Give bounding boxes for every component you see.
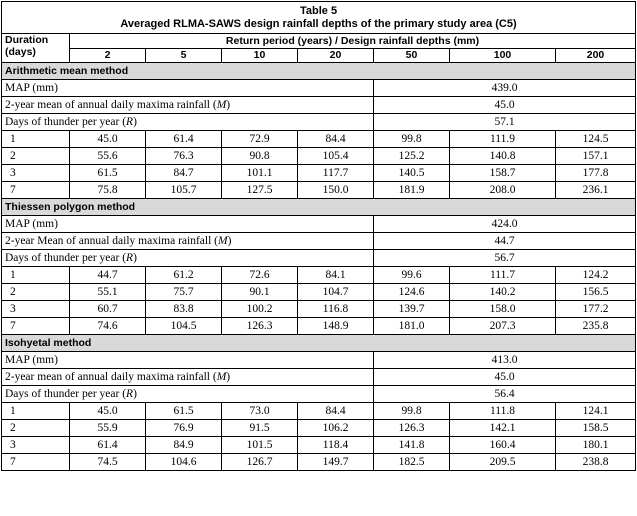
thunder-days-row — [2, 250, 636, 267]
depth-cell: 55.6 — [70, 148, 146, 165]
depth-cell: 75.8 — [70, 182, 146, 199]
depth-cell: 101.1 — [222, 165, 298, 182]
duration-header-line1: Duration — [5, 34, 49, 46]
depth-cell: 45.0 — [70, 403, 146, 420]
map-label: MAP (mm) — [2, 216, 374, 233]
return-period-header: Return period (years) / Design rainfall depths (mm) — [70, 34, 636, 49]
depth-cell: 84.1 — [298, 267, 374, 284]
table-container — [1, 1, 635, 512]
depth-cell: 126.3 — [374, 420, 450, 437]
depth-cell: 181.0 — [374, 318, 450, 335]
header-row-2 — [2, 48, 636, 63]
duration-cell: 1 — [2, 131, 70, 148]
depth-cell: 55.1 — [70, 284, 146, 301]
depth-cell: 61.4 — [70, 437, 146, 454]
duration-cell: 3 — [2, 165, 70, 182]
depth-cell: 116.8 — [298, 301, 374, 318]
depth-cell: 238.8 — [556, 454, 636, 471]
depth-cell: 76.9 — [146, 420, 222, 437]
return-period-20: 20 — [298, 48, 374, 63]
depth-cell: 99.6 — [374, 267, 450, 284]
depth-cell: 148.9 — [298, 318, 374, 335]
section-title: Arithmetic mean method — [2, 63, 636, 80]
table-row — [2, 267, 636, 284]
depth-cell: 182.5 — [374, 454, 450, 471]
table-row — [2, 437, 636, 454]
depth-cell: 61.5 — [70, 165, 146, 182]
label-suffix: ) — [227, 235, 232, 247]
table-row — [2, 318, 636, 335]
duration-cell: 2 — [2, 284, 70, 301]
depth-cell: 105.4 — [298, 148, 374, 165]
depth-cell: 118.4 — [298, 437, 374, 454]
depth-cell: 84.4 — [298, 403, 374, 420]
section-row — [2, 335, 636, 352]
depth-cell: 72.9 — [222, 131, 298, 148]
duration-cell: 2 — [2, 420, 70, 437]
return-period-100: 100 — [450, 48, 556, 63]
depth-cell: 90.8 — [222, 148, 298, 165]
depth-cell: 150.0 — [298, 182, 374, 199]
table-row — [2, 165, 636, 182]
label-suffix: ) — [133, 116, 137, 128]
table-row — [2, 182, 636, 199]
caption-row — [2, 2, 636, 34]
table-row — [2, 420, 636, 437]
depth-cell: 61.2 — [146, 267, 222, 284]
section-row — [2, 63, 636, 80]
depth-cell: 180.1 — [556, 437, 636, 454]
mean-annual-maxima-label — [2, 97, 374, 114]
symbol-m: M — [216, 99, 227, 111]
depth-cell: 104.6 — [146, 454, 222, 471]
duration-cell: 1 — [2, 267, 70, 284]
depth-cell: 177.8 — [556, 165, 636, 182]
duration-cell: 3 — [2, 437, 70, 454]
table-caption — [2, 2, 636, 34]
section-title: Thiessen polygon method — [2, 199, 636, 216]
depth-cell: 73.0 — [222, 403, 298, 420]
depth-cell: 90.1 — [222, 284, 298, 301]
mean-annual-maxima-label — [2, 369, 374, 386]
depth-cell: 44.7 — [70, 267, 146, 284]
depth-cell: 124.2 — [556, 267, 636, 284]
depth-cell: 61.4 — [146, 131, 222, 148]
header-row-1 — [2, 34, 636, 49]
thunder-days-value: 57.1 — [374, 114, 636, 131]
depth-cell: 124.6 — [374, 284, 450, 301]
label-suffix: ) — [226, 371, 231, 383]
depth-cell: 235.8 — [556, 318, 636, 335]
depth-cell: 140.5 — [374, 165, 450, 182]
depth-cell: 149.7 — [298, 454, 374, 471]
label-suffix: ) — [226, 99, 231, 111]
mean-annual-maxima-row — [2, 233, 636, 250]
label-prefix: Days of thunder per year ( — [5, 116, 127, 128]
thunder-days-row — [2, 114, 636, 131]
depth-cell: 101.5 — [222, 437, 298, 454]
table-row — [2, 403, 636, 420]
label-suffix: ) — [133, 252, 137, 264]
map-value: 413.0 — [374, 352, 636, 369]
depth-cell: 158.5 — [556, 420, 636, 437]
depth-cell: 83.8 — [146, 301, 222, 318]
label-prefix: Days of thunder per year ( — [5, 388, 127, 400]
depth-cell: 45.0 — [70, 131, 146, 148]
depth-cell: 84.9 — [146, 437, 222, 454]
label-prefix: 2-year mean of annual daily maxima rainfall ( — [5, 371, 217, 383]
depth-cell: 139.7 — [374, 301, 450, 318]
depth-cell: 140.8 — [450, 148, 556, 165]
return-period-50: 50 — [374, 48, 450, 63]
depth-cell: 104.7 — [298, 284, 374, 301]
depth-cell: 74.5 — [70, 454, 146, 471]
depth-cell: 111.8 — [450, 403, 556, 420]
caption-title: Averaged RLMA-SAWS design rainfall depths of the primary study area (C5) — [120, 18, 517, 30]
depth-cell: 126.3 — [222, 318, 298, 335]
mean-annual-maxima-value: 44.7 — [374, 233, 636, 250]
mean-annual-maxima-value: 45.0 — [374, 97, 636, 114]
depth-cell: 84.7 — [146, 165, 222, 182]
map-value: 424.0 — [374, 216, 636, 233]
duration-cell: 3 — [2, 301, 70, 318]
map-row — [2, 80, 636, 97]
thunder-days-value: 56.4 — [374, 386, 636, 403]
label-suffix: ) — [133, 388, 137, 400]
table-row — [2, 148, 636, 165]
depth-cell: 141.8 — [374, 437, 450, 454]
depth-cell: 157.1 — [556, 148, 636, 165]
mean-annual-maxima-row — [2, 369, 636, 386]
depth-cell: 76.3 — [146, 148, 222, 165]
symbol-r: R — [126, 116, 134, 128]
depth-cell: 177.2 — [556, 301, 636, 318]
depth-cell: 125.2 — [374, 148, 450, 165]
table-row — [2, 301, 636, 318]
depth-cell: 142.1 — [450, 420, 556, 437]
depth-cell: 84.4 — [298, 131, 374, 148]
design-rainfall-table — [1, 1, 636, 471]
map-value: 439.0 — [374, 80, 636, 97]
table-row — [2, 454, 636, 471]
symbol-m: M — [216, 371, 227, 383]
depth-cell: 111.7 — [450, 267, 556, 284]
depth-cell: 209.5 — [450, 454, 556, 471]
duration-header — [2, 34, 70, 63]
depth-cell: 156.5 — [556, 284, 636, 301]
depth-cell: 207.3 — [450, 318, 556, 335]
return-period-5: 5 — [146, 48, 222, 63]
duration-cell: 1 — [2, 403, 70, 420]
depth-cell: 127.5 — [222, 182, 298, 199]
label-prefix: 2-year Mean of annual daily maxima rainfall ( — [5, 235, 218, 247]
depth-cell: 55.9 — [70, 420, 146, 437]
symbol-r: R — [126, 252, 134, 264]
mean-annual-maxima-row — [2, 97, 636, 114]
depth-cell: 75.7 — [146, 284, 222, 301]
duration-cell: 7 — [2, 318, 70, 335]
label-prefix: 2-year mean of annual daily maxima rainfall ( — [5, 99, 217, 111]
table-row — [2, 131, 636, 148]
return-period-2: 2 — [70, 48, 146, 63]
thunder-days-row — [2, 386, 636, 403]
depth-cell: 61.5 — [146, 403, 222, 420]
depth-cell: 72.6 — [222, 267, 298, 284]
return-period-10: 10 — [222, 48, 298, 63]
duration-cell: 7 — [2, 454, 70, 471]
mean-annual-maxima-label — [2, 233, 374, 250]
map-row — [2, 216, 636, 233]
mean-annual-maxima-value: 45.0 — [374, 369, 636, 386]
depth-cell: 111.9 — [450, 131, 556, 148]
depth-cell: 208.0 — [450, 182, 556, 199]
duration-header-line2: (days) — [5, 46, 36, 58]
map-row — [2, 352, 636, 369]
thunder-days-label — [2, 386, 374, 403]
depth-cell: 126.7 — [222, 454, 298, 471]
label-prefix: Days of thunder per year ( — [5, 252, 127, 264]
duration-cell: 7 — [2, 182, 70, 199]
depth-cell: 158.7 — [450, 165, 556, 182]
depth-cell: 99.8 — [374, 131, 450, 148]
depth-cell: 181.9 — [374, 182, 450, 199]
map-label: MAP (mm) — [2, 352, 374, 369]
symbol-m: M — [217, 235, 228, 247]
depth-cell: 105.7 — [146, 182, 222, 199]
depth-cell: 106.2 — [298, 420, 374, 437]
depth-cell: 158.0 — [450, 301, 556, 318]
table-row — [2, 284, 636, 301]
depth-cell: 236.1 — [556, 182, 636, 199]
depth-cell: 104.5 — [146, 318, 222, 335]
depth-cell: 74.6 — [70, 318, 146, 335]
return-period-200: 200 — [556, 48, 636, 63]
depth-cell: 160.4 — [450, 437, 556, 454]
thunder-days-label — [2, 250, 374, 267]
map-label: MAP (mm) — [2, 80, 374, 97]
depth-cell: 91.5 — [222, 420, 298, 437]
thunder-days-label — [2, 114, 374, 131]
caption-table-number: Table 5 — [299, 5, 338, 17]
thunder-days-value: 56.7 — [374, 250, 636, 267]
depth-cell: 117.7 — [298, 165, 374, 182]
depth-cell: 124.5 — [556, 131, 636, 148]
depth-cell: 99.8 — [374, 403, 450, 420]
depth-cell: 60.7 — [70, 301, 146, 318]
depth-cell: 124.1 — [556, 403, 636, 420]
duration-cell: 2 — [2, 148, 70, 165]
section-row — [2, 199, 636, 216]
symbol-r: R — [126, 388, 134, 400]
depth-cell: 100.2 — [222, 301, 298, 318]
depth-cell: 140.2 — [450, 284, 556, 301]
section-title: Isohyetal method — [2, 335, 636, 352]
